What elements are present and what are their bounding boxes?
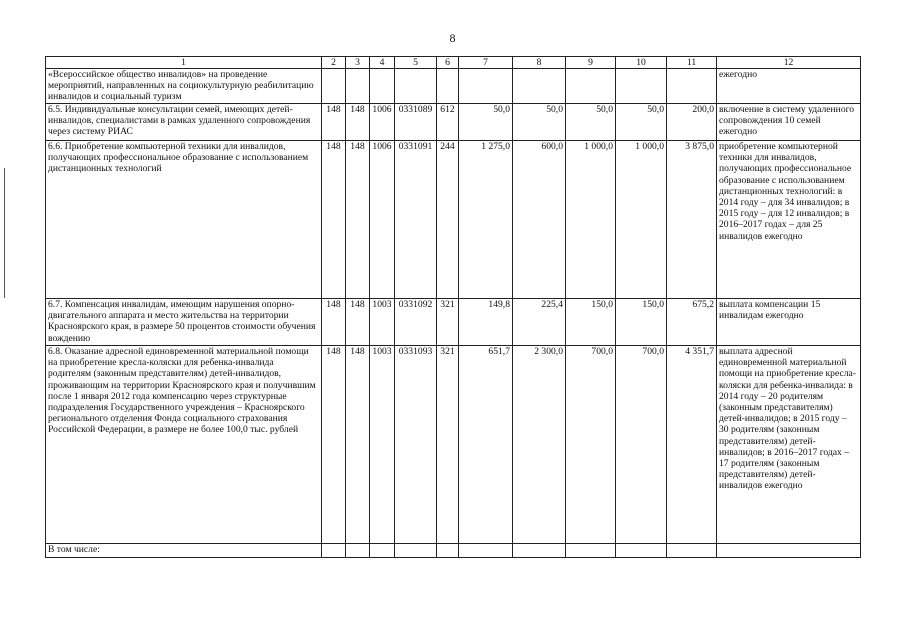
program-activities-table bbox=[45, 56, 861, 558]
expected-result-cell: ежегодно bbox=[717, 69, 861, 104]
code-cell bbox=[370, 544, 395, 558]
total-cell: 4 351,7 bbox=[667, 346, 717, 544]
column-header: 6 bbox=[437, 57, 459, 69]
code-cell: 148 bbox=[322, 299, 346, 346]
code-cell bbox=[322, 544, 346, 558]
amount-cell bbox=[566, 544, 616, 558]
column-header: 3 bbox=[346, 57, 370, 69]
code-cell: 1006 bbox=[370, 104, 395, 141]
code-cell bbox=[346, 544, 370, 558]
total-cell: 3 875,0 bbox=[667, 141, 717, 299]
amount-cell: 600,0 bbox=[513, 141, 566, 299]
amount-cell: 700,0 bbox=[566, 346, 616, 544]
expected-result-cell bbox=[717, 544, 861, 558]
column-header: 7 bbox=[459, 57, 513, 69]
code-cell bbox=[395, 544, 437, 558]
code-cell: 1003 bbox=[370, 346, 395, 544]
amount-cell bbox=[616, 69, 667, 104]
page-number: 8 bbox=[449, 31, 456, 45]
code-cell: 612 bbox=[437, 104, 459, 141]
amount-cell: 149,8 bbox=[459, 299, 513, 346]
column-header: 10 bbox=[616, 57, 667, 69]
code-cell: 148 bbox=[322, 346, 346, 544]
amount-cell bbox=[459, 544, 513, 558]
amount-cell bbox=[459, 69, 513, 104]
code-cell: 321 bbox=[437, 299, 459, 346]
table-row bbox=[46, 104, 861, 141]
code-cell: 0331089 bbox=[395, 104, 437, 141]
amount-cell: 50,0 bbox=[566, 104, 616, 141]
amount-cell bbox=[513, 544, 566, 558]
code-cell: 148 bbox=[346, 346, 370, 544]
expected-result-cell: приобретение компьютерной техники для инвалидов, получающих профессиональное образование с использованием дистанционных технологий: в 2014 году – для 34 инвалидов; в 2015 году – для 12 инвалидов; в 2016–2017 годах – для 25 инвалидов ежегодно bbox=[717, 141, 861, 299]
table-row bbox=[46, 544, 861, 558]
amount-cell: 2 300,0 bbox=[513, 346, 566, 544]
code-cell: 1006 bbox=[370, 141, 395, 299]
activity-name-cell: «Всероссийское общество инвалидов» на проведение мероприятий, направленных на социокультурную реабилитацию инвалидов и социальный туризм bbox=[46, 69, 322, 104]
code-cell: 0331093 bbox=[395, 346, 437, 544]
code-cell: 148 bbox=[346, 299, 370, 346]
amount-cell: 1 000,0 bbox=[616, 141, 667, 299]
activity-name-cell: 6.8. Оказание адресной единовременной материальной помощи на приобретение кресла-коляски для ребенка-инвалида родителям (законным представителям) детей-инвалидов, проживающим на территории Красноярского края и получившим после 1 января 2012 года компенсацию через структурные подразделения Государственного учреждения – Красноярского регионального отделения Фонда социального страхования Российской Федерации, в размере не более 100,0 тыс. рублей bbox=[46, 346, 322, 544]
code-cell: 148 bbox=[322, 104, 346, 141]
column-header: 2 bbox=[322, 57, 346, 69]
total-cell bbox=[667, 69, 717, 104]
table-row bbox=[46, 69, 861, 104]
expected-result-cell: включение в систему удаленного сопровождения 10 семей ежегодно bbox=[717, 104, 861, 141]
amount-cell: 1 000,0 bbox=[566, 141, 616, 299]
expected-result-cell: выплата компенсации 15 инвалидам ежегодно bbox=[717, 299, 861, 346]
activity-name-cell: 6.6. Приобретение компьютерной техники для инвалидов, получающих профессиональное образование с использованием дистанционных технологий bbox=[46, 141, 322, 299]
expected-result-cell: выплата адресной единовременной материальной помощи на приобретение кресла-коляски для ребенка-инвалида: в 2014 году – 20 родителям (законным представителям) детей-инвалидов; в 2015 году – 30 родителям (законным представителям) детей-инвалидов; в 2016–2017 годах – 17 родителям (законным представителям) детей-инвалидов ежегодно bbox=[717, 346, 861, 544]
amount-cell bbox=[513, 69, 566, 104]
code-cell bbox=[437, 69, 459, 104]
code-cell bbox=[437, 544, 459, 558]
code-cell: 0331092 bbox=[395, 299, 437, 346]
table-row bbox=[46, 141, 861, 299]
code-cell: 0331091 bbox=[395, 141, 437, 299]
code-cell: 244 bbox=[437, 141, 459, 299]
code-cell: 321 bbox=[437, 346, 459, 544]
activity-name-cell: 6.7. Компенсация инвалидам, имеющим нарушения опорно-двигательного аппарата и место жительства на территории Красноярского края, в размере 50 процентов стоимости обучения вождению bbox=[46, 299, 322, 346]
activity-name-cell: 6.5. Индивидуальные консультации семей, имеющих детей-инвалидов, специалистами в рамках удаленного сопровождения через систему РИАС bbox=[46, 104, 322, 141]
amount-cell: 50,0 bbox=[459, 104, 513, 141]
column-header: 1 bbox=[46, 57, 322, 69]
column-header: 8 bbox=[513, 57, 566, 69]
table-row bbox=[46, 299, 861, 346]
code-cell bbox=[322, 69, 346, 104]
column-header: 11 bbox=[667, 57, 717, 69]
total-cell bbox=[667, 544, 717, 558]
column-number-row bbox=[46, 57, 861, 69]
code-cell: 148 bbox=[346, 104, 370, 141]
code-cell: 1003 bbox=[370, 299, 395, 346]
amount-cell: 50,0 bbox=[513, 104, 566, 141]
column-header: 5 bbox=[395, 57, 437, 69]
code-cell bbox=[395, 69, 437, 104]
amount-cell: 651,7 bbox=[459, 346, 513, 544]
amount-cell: 700,0 bbox=[616, 346, 667, 544]
column-header: 4 bbox=[370, 57, 395, 69]
code-cell: 148 bbox=[322, 141, 346, 299]
amount-cell: 150,0 bbox=[566, 299, 616, 346]
scan-edge-line bbox=[4, 168, 5, 298]
amount-cell: 1 275,0 bbox=[459, 141, 513, 299]
code-cell bbox=[370, 69, 395, 104]
amount-cell: 150,0 bbox=[616, 299, 667, 346]
amount-cell: 225,4 bbox=[513, 299, 566, 346]
total-cell: 200,0 bbox=[667, 104, 717, 141]
code-cell: 148 bbox=[346, 141, 370, 299]
column-header: 12 bbox=[717, 57, 861, 69]
activity-name-cell: В том числе: bbox=[46, 544, 322, 558]
code-cell bbox=[346, 69, 370, 104]
total-cell: 675,2 bbox=[667, 299, 717, 346]
table-row bbox=[46, 346, 861, 544]
column-header: 9 bbox=[566, 57, 616, 69]
amount-cell bbox=[566, 69, 616, 104]
amount-cell: 50,0 bbox=[616, 104, 667, 141]
amount-cell bbox=[616, 544, 667, 558]
